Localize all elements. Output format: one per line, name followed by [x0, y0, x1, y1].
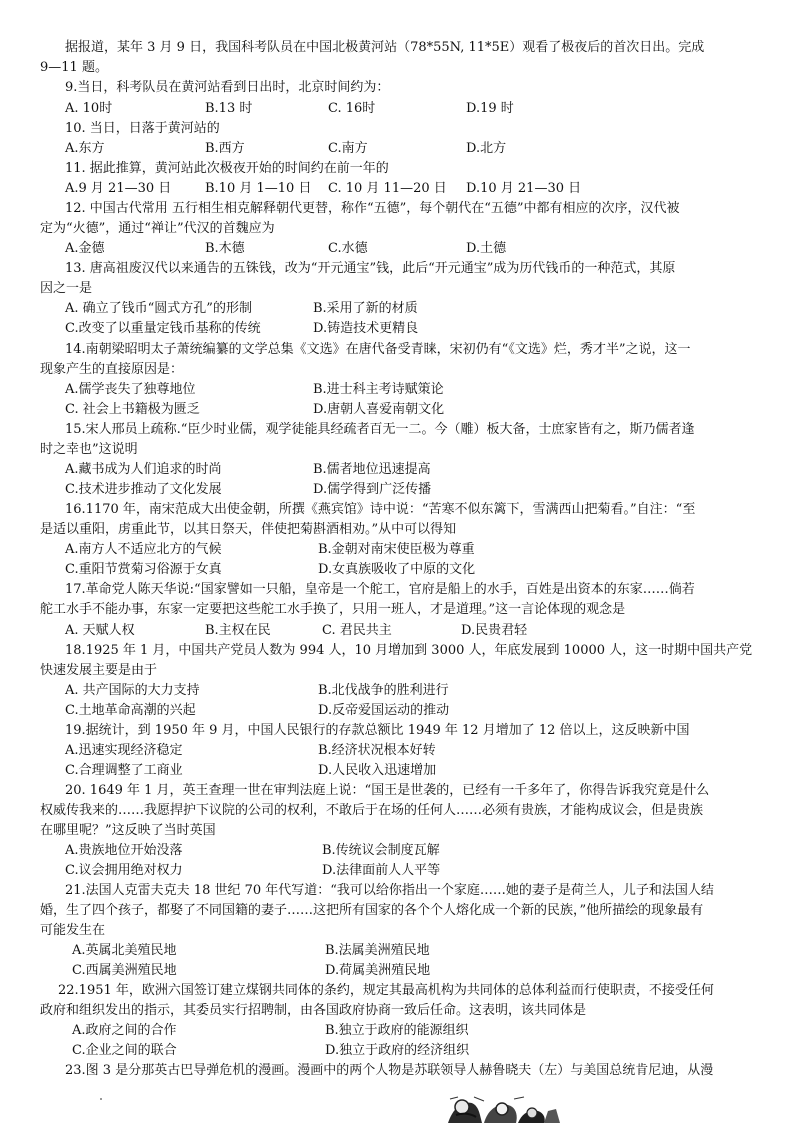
- q14-option-c[interactable]: C. 社会上书籍极为匮乏: [65, 402, 200, 417]
- intro-text-cont: 9—11 题。: [40, 60, 108, 75]
- q11-option-d[interactable]: D.10 月 21—30 日: [466, 181, 582, 196]
- q19-option-a[interactable]: A.迅速实现经济稳定: [65, 743, 183, 758]
- q12-option-b[interactable]: B.木德: [205, 241, 245, 256]
- q10-option-b[interactable]: B.西方: [205, 141, 245, 156]
- question-12-stem: 12. 中国古代常用 五行相生相克解释朝代更替，称作“五德”，每个朝代在“五德”中都有相应的次序，汉代被: [65, 201, 680, 216]
- question-9-stem: 9.当日，科考队员在黄河站看到日出时，北京时间约为：: [65, 80, 390, 95]
- q14-option-a[interactable]: A.儒学丧失了独尊地位: [65, 382, 196, 397]
- cartoon-sketch: [444, 1093, 564, 1123]
- question-12-stem-cont: 定为“火德”，通过“禅让”代汉的首魏应为: [40, 221, 275, 236]
- question-10-stem: 10. 当日，日落于黄河站的: [65, 121, 220, 136]
- q17-option-d[interactable]: D.民贵君轻: [461, 623, 528, 638]
- intro-text: 据报道，某年 3 月 9 日，我国科考队员在中国北极黄河站（78*55N, 11*5E）观看了极夜后的首次日出。完成: [65, 40, 705, 55]
- q13-option-c[interactable]: C.改变了以重量定钱币基称的传统: [65, 321, 261, 336]
- q17-option-a[interactable]: A. 天赋人权: [65, 623, 135, 638]
- question-19-stem: 19.据统计，到 1950 年 9 月，中国人民银行的存款总额比 1949 年 12 月增加了 12 倍以上，这反映新中国: [65, 723, 690, 738]
- q19-option-d[interactable]: D.人民收入迅速增加: [318, 763, 437, 778]
- question-13-stem: 13. 唐高祖废汉代以来通告的五铢钱，改为“开元通宝”钱，此后“开元通宝”成为历代钱币的一种范式，其原: [65, 261, 676, 276]
- q13-option-d[interactable]: D.铸造技术更精良: [313, 321, 419, 336]
- q17-option-c[interactable]: C. 君民共主: [322, 623, 392, 638]
- question-15-stem-cont: 时之幸也”这说明: [40, 442, 138, 457]
- q11-option-a[interactable]: A.9 月 21—30 日: [65, 181, 172, 196]
- question-21-stem-cont: 婚，生了四个孩子，都娶了不同国籍的妻子……这把所有国家的各个个人熔化成一个新的民族，”他所描绘的现象最有: [40, 903, 704, 918]
- q9-option-c[interactable]: C. 16时: [328, 101, 376, 116]
- q20-option-d[interactable]: D.法律面前人人平等: [322, 863, 441, 878]
- question-21-stem: 21.法国人克雷夫克夫 18 世纪 70 年代写道：“我可以给你指出一个家庭……她的妻子是荷兰人，儿子和法国人结: [65, 883, 714, 898]
- q11-option-c[interactable]: C. 10 月 11—20 日: [328, 181, 447, 196]
- q13-option-b[interactable]: B.采用了新的材质: [313, 301, 418, 316]
- question-17-stem: 17.革命党人陈天华说:“国家譬如一只船，皇帝是一个舵工，官府是船上的水手，百姓是出资本的东家……倘若: [65, 582, 695, 597]
- q16-option-a[interactable]: A.南方人不适应北方的气候: [65, 542, 222, 557]
- q21-option-c[interactable]: C.西属美洲殖民地: [72, 963, 177, 978]
- q20-option-c[interactable]: C.议会拥用绝对权力: [65, 863, 183, 878]
- q17-option-b[interactable]: B.主权在民: [205, 623, 271, 638]
- q22-option-b[interactable]: B.独立于政府的能源组织: [325, 1023, 469, 1038]
- q13-option-a[interactable]: A. 确立了钱币“圆式方孔”的形制: [65, 301, 252, 316]
- question-17-stem-cont: 舵工水手不能办事，东家一定要把这些舵工水手换了，只用一班人，才是道理。”这一言论体现的观念是: [40, 602, 626, 617]
- q10-option-a[interactable]: A.东方: [65, 141, 105, 156]
- q21-option-d[interactable]: D.荷属美洲殖民地: [325, 963, 431, 978]
- q15-option-b[interactable]: B.儒者地位迅速提高: [313, 462, 431, 477]
- q15-option-c[interactable]: C.技术进步推动了文化发展: [65, 482, 222, 497]
- question-14-stem: 14.南朝梁昭明太子萧统编纂的文学总集《文选》在唐代备受青睐，宋初仍有“《文选》烂，秀才半”之说，这一: [65, 342, 691, 357]
- q21-option-a[interactable]: A.英属北美殖民地: [72, 943, 177, 958]
- question-20-stem-cont2: 在哪里呢？”这反映了当时英国: [40, 823, 216, 838]
- q18-option-c[interactable]: C.土地革命高潮的兴起: [65, 703, 196, 718]
- q15-option-a[interactable]: A.藏书成为人们追求的时尚: [65, 462, 222, 477]
- q11-option-b[interactable]: B.10 月 1—10 日: [205, 181, 312, 196]
- question-20-stem-cont: 权威传我来的……我愿捍护下议院的公司的权利，不敢后于在场的任何人……必须有贵族，才能构成议会，但是贵族: [40, 803, 704, 818]
- question-13-stem-cont: 因之一是: [40, 281, 93, 296]
- q10-option-c[interactable]: C.南方: [328, 141, 368, 156]
- question-20-stem: 20. 1649 年 1 月，英王查理一世在审判法庭上说：“国王是世袭的，已经有一千多年了，你得告诉我究竟是什么: [65, 783, 710, 798]
- q14-option-b[interactable]: B.进士科主考诗赋策论: [313, 382, 444, 397]
- q12-option-c[interactable]: C.水德: [328, 241, 368, 256]
- question-23-stem: 23.图 3 是分那英古巴导弹危机的漫画。漫画中的两个人物是苏联领导人赫鲁晓夫（左）与美国总统肯尼迪，从漫: [65, 1063, 714, 1078]
- q19-option-b[interactable]: B.经济状况根本好转: [318, 743, 436, 758]
- q9-option-d[interactable]: D.19 时: [466, 101, 514, 116]
- stray-mark: [100, 1098, 102, 1100]
- q14-option-d[interactable]: D.唐朝人喜爱南朝文化: [313, 402, 445, 417]
- q22-option-a[interactable]: A.政府之间的合作: [72, 1023, 177, 1038]
- q22-option-d[interactable]: D.独立于政府的经济组织: [325, 1043, 470, 1058]
- q16-option-c[interactable]: C.重阳节赏菊习俗源于女真: [65, 562, 222, 577]
- question-15-stem: 15.宋人邢员上疏称.“臣少时业儒，观学徒能具经疏者百无一二。今（雕）板大备，士庶家皆有之，斯乃儒者逢: [65, 422, 695, 437]
- question-16-stem: 16.1170 年，南宋范成大出使金朝，所撰《燕宾馆》诗中说：“苦寒不似东篱下，雪满西山把菊看。”自注：“至: [65, 502, 696, 517]
- q16-option-b[interactable]: B.金朝对南宋使臣极为尊重: [318, 542, 475, 557]
- question-16-stem-cont: 是适以重阳，虏重此节，以其日祭天，伴使把菊斟酒相劝。”从中可以得知: [40, 522, 457, 537]
- q20-option-b[interactable]: B.传统议会制度瓦解: [322, 843, 440, 858]
- q12-option-a[interactable]: A.金德: [65, 241, 105, 256]
- cartoon-figure-image: [444, 1093, 564, 1123]
- question-22-stem-cont: 政府和组织发出的指示，其委员实行招聘制，由各国政府协商一致后任命。这表明，该共同体是: [40, 1003, 587, 1018]
- q18-option-a[interactable]: A. 共产国际的大力支持: [65, 683, 200, 698]
- question-14-stem-cont: 现象产生的直接原因是：: [40, 362, 184, 377]
- q9-option-a[interactable]: A. 10时: [65, 101, 113, 116]
- q20-option-a[interactable]: A.贵族地位开始没落: [65, 843, 183, 858]
- q18-option-b[interactable]: B.北伐战争的胜利进行: [318, 683, 449, 698]
- q9-option-b[interactable]: B.13 时: [205, 101, 253, 116]
- question-18-stem-cont: 快速发展主要是由于: [40, 663, 158, 678]
- q18-option-d[interactable]: D.反帝爱国运动的推动: [318, 703, 450, 718]
- q22-option-c[interactable]: C.企业之间的联合: [72, 1043, 177, 1058]
- q12-option-d[interactable]: D.土德: [466, 241, 507, 256]
- q16-option-d[interactable]: D.女真族吸收了中原的文化: [318, 562, 476, 577]
- question-22-stem: 22.1951 年，欧洲六国签订建立煤钢共同体的条约，规定其最高机构为共同体的总体利益而行使职责，不接受任何: [58, 983, 714, 998]
- question-21-stem-cont2: 可能发生在: [40, 923, 106, 938]
- q10-option-d[interactable]: D.北方: [466, 141, 507, 156]
- question-11-stem: 11. 据此推算，黄河站此次极夜开始的时间约在前一年的: [65, 161, 389, 176]
- q21-option-b[interactable]: B.法属美洲殖民地: [325, 943, 430, 958]
- q19-option-c[interactable]: C.合理调整了工商业: [65, 763, 183, 778]
- question-18-stem: 18.1925 年 1 月，中国共产党员人数为 994 人，10 月增加到 3000 人，年底发展到 10000 人，这一时期中国共产党: [65, 643, 753, 658]
- q15-option-d[interactable]: D.儒学得到广泛传播: [313, 482, 432, 497]
